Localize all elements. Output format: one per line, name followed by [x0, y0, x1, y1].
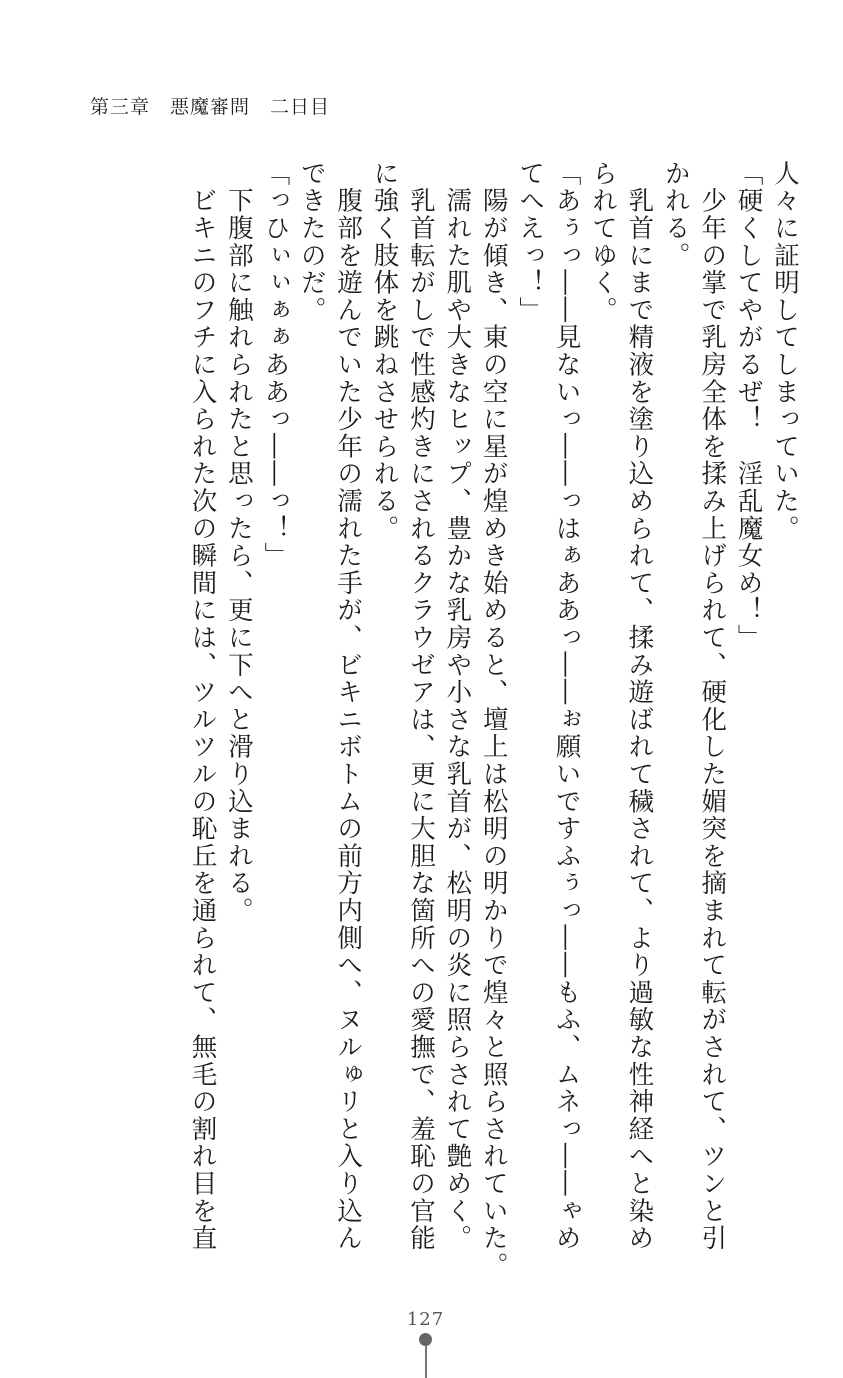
- body-text: [184, 160, 803, 1280]
- text-line: 乳首転がしで性感灼きにされるクラウゼアは、更に大胆な箇所への愛撫で、羞恥の官能: [405, 160, 436, 1252]
- text-line: 「あぅっ――見ないっ――っはぁああっ――ぉ願いですふぅっ――もふ、ムネっ――ゃめ: [551, 160, 582, 1252]
- text-line: 人々に証明してしまっていた。: [770, 160, 800, 543]
- page-ornament: [419, 1333, 433, 1378]
- running-head: 第三章 悪魔審問 二日目: [90, 96, 331, 118]
- text-line: できたのだ。: [296, 160, 327, 324]
- ornament-line: [425, 1345, 427, 1378]
- text-line: 「っひぃぃぁぁああっ――っ！」: [260, 160, 291, 570]
- text-line: 下腹部に触れられたと思ったら、更に下へと滑り込まれる。: [223, 160, 254, 925]
- text-line: ビキニのフチに入られた次の瞬間には、ツルツルの恥丘を通られて、無毛の割れ目を直: [187, 160, 218, 1252]
- page-number: 127: [406, 1309, 445, 1330]
- text-line: かれる。: [660, 160, 691, 270]
- text-line: 濡れた肌や大きなヒップ、豊かな乳房や小さな乳首が、松明の炎に照らされて艶めく。: [442, 160, 473, 1252]
- text-line: てへえっ！」: [515, 160, 546, 324]
- text-line: 陽が傾き、東の空に星が煌めき始めると、壇上は松明の明かりで煌々と照らされていた。: [478, 160, 509, 1280]
- text-line: 少年の掌で乳房全体を揉み上げられて、硬化した媚突を摘まれて転がされて、ツンと引: [697, 160, 728, 1252]
- text-line: 腹部を遊んでいた少年の濡れた手が、ビキニボトムの前方内側へ、ヌルゅリと入り込ん: [333, 160, 364, 1252]
- text-line: に強く肢体を跳ねさせられる。: [369, 160, 400, 543]
- text-line: 「硬くしてやがるぜ！ 淫乱魔女め！」: [733, 160, 764, 652]
- text-line: られてゆく。: [587, 160, 618, 324]
- text-line: 乳首にまで精液を塗り込められて、揉み遊ばれて穢されて、より過敏な性神経へと染め: [624, 160, 655, 1252]
